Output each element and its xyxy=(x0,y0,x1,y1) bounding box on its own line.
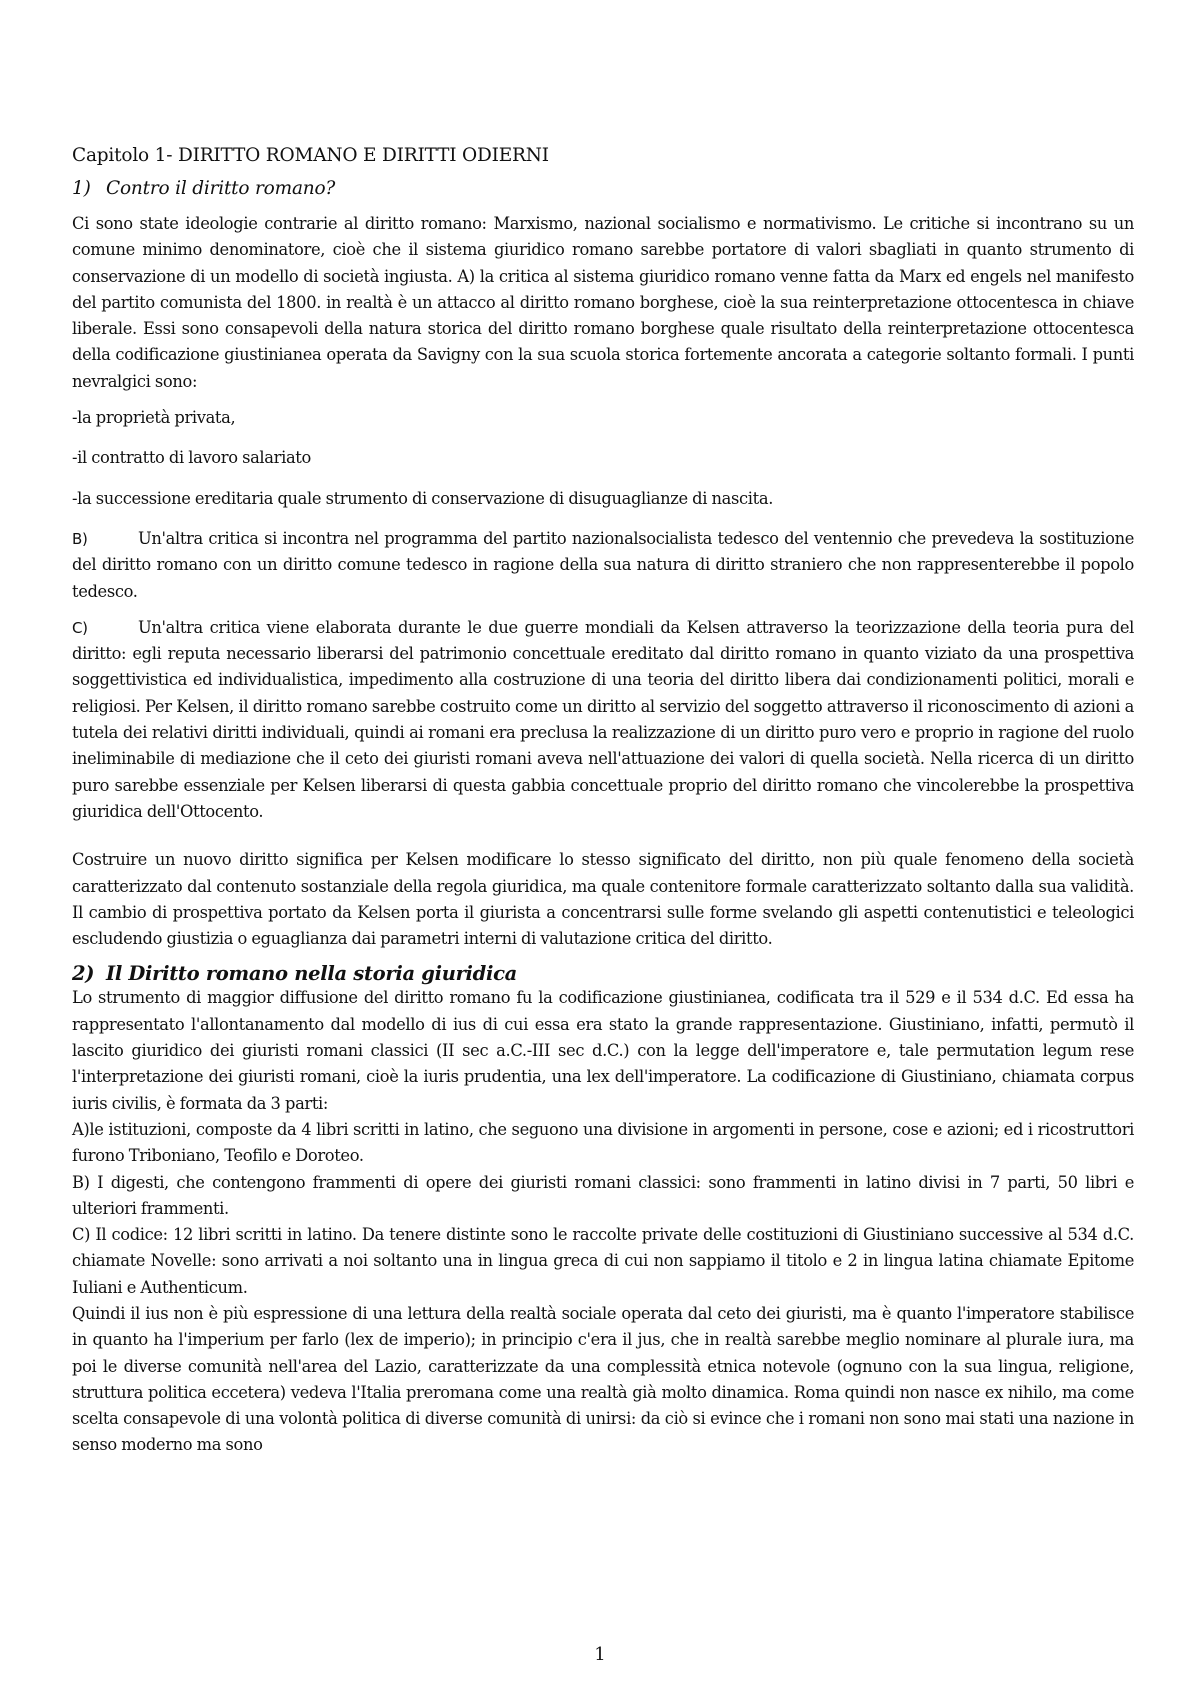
critique-c-letter: C) xyxy=(72,618,88,637)
point-item: -la proprietà privata, xyxy=(72,408,236,428)
section-2-paragraph: B) I digesti, che contengono frammenti di opere dei giuristi romani classici: sono frammenti in latino divisi in 7 parti, 50 libri e ulteriori frammenti. xyxy=(72,1172,1134,1218)
point-item: -la successione ereditaria quale strumento di conservazione di disuguaglianze di nascita. xyxy=(72,488,774,508)
section-1-number: 1) xyxy=(72,178,91,199)
section-1-title: Contro il diritto romano? xyxy=(106,178,336,199)
spacer xyxy=(72,835,1134,847)
section-1-heading xyxy=(72,178,1134,199)
section-2-paragraph: Lo strumento di maggior diffusione del diritto romano fu la codificazione giustinianea, codificata tra il 529 e il 534 d.C. Ed essa ha rappresentato l'allontanamento dal modello di ius di cui essa era stato la grande rappresentazione. Giustiniano, infatti, permutò il lascito giuridico dei giuristi romani classici (II sec a.C.-III sec d.C.) con la legge dell'imperatore e, tale permutation legum rese l'interpretazione dei giuristi romani, cioè la iuris prudentia, una lex dell'imperatore. La codificazione di Giustiniano, chiamata corpus iuris civilis, è formata da 3 parti: xyxy=(72,988,1134,1113)
section-2-heading xyxy=(72,962,1134,985)
critique-c-paragraph xyxy=(72,615,1134,825)
critique-b-paragraph xyxy=(72,526,1134,605)
section-2-paragraph: Quindi il ius non è più espressione di una lettura della realtà sociale operata dal ceto dei giuristi, ma è quanto l'imperatore stabilisce in quanto ha l'imperium per farlo (lex de imperio); in principio c'era il jus, che in realtà sarebbe meglio nominare al plurale iura, ma poi le diverse comunità nell'area del Lazio, caratterizzate da una complessità etnica notevole (ognuno con la sua lingua, religione, struttura politica eccetera) vedeva l'Italia preromana come una realtà già molto dinamica. Roma quindi non nasce ex nihilo, ma come scelta consapevole di una volontà politica di diverse comunità di unirsi: da ciò si evince che i romani non sono mai stati una nazione in senso moderno ma sono xyxy=(72,1303,1134,1455)
chapter-title: Capitolo 1- DIRITTO ROMANO E DIRITTI ODIERNI xyxy=(72,145,549,166)
point-item: -il contratto di lavoro salariato xyxy=(72,448,311,468)
page-number: 1 xyxy=(594,1644,606,1665)
section-2-paragraph: C) Il codice: 12 libri scritti in latino. Da tenere distinte sono le raccolte private delle costituzioni di Giustiniano successive al 534 d.C. chiamate Novelle: sono arrivati a noi soltanto una in lingua greca di cui non sappiamo il titolo e 2 in lingua latina chiamate Epitome Iuliani e Authenticum. xyxy=(72,1225,1134,1297)
section-2-number: 2) xyxy=(72,962,95,986)
critique-b-letter: B) xyxy=(72,529,88,548)
critique-c-text: Un'altra critica viene elaborata durante le due guerre mondiali da Kelsen attraverso la teorizzazione della teoria pura del diritto: egli reputa necessario liberarsi del patrimonio concettuale ereditato dal diritto romano in quanto viziato da una prospettiva soggettivistica ed individualistica, impedimento alla costruzione di una teoria del diritto libera dai condizionamenti politici, morali e religiosi. Per Kelsen, il diritto romano sarebbe costruito come un diritto al servizio del soggetto attraverso il riconoscimento di azioni a tutela dei relativi diritti individuali, quindi ai romani era preclusa la realizzazione di un diritto puro vero e proprio in ragione del ruolo ineliminabile di mediazione che il ceto dei giuristi romani aveva nell'attuazione dei valori di quella società. Nella ricerca di un diritto puro sarebbe essenziale per Kelsen liberarsi di questa gabbia concettuale proprio del diritto romano che vincolerebbe la prospettiva giuridica dell'Ottocento. xyxy=(72,617,1134,821)
section-2-title: Il Diritto romano nella storia giuridica xyxy=(106,962,518,986)
document-page xyxy=(72,145,1134,1459)
kelsen-conclusion: Costruire un nuovo diritto significa per Kelsen modificare lo stesso significato del diritto, non più quale fenomeno della società caratterizzato dal contenuto sostanziale della regola giuridica, ma quale contenitore formale caratterizzato soltanto dalla sua validità. Il cambio di prospettiva portato da Kelsen porta il giurista a concentrarsi sulle forme svelando gli aspetti contenutistici e teleologici escludendo giustizia o eguaglianza dai parametri interni di valutazione critica del diritto. xyxy=(72,850,1134,949)
section-1-intro: Ci sono state ideologie contrarie al diritto romano: Marxismo, nazional socialismo e normativismo. Le critiche si incontrano su un comune minimo denominatore, cioè che il sistema giuridico romano sarebbe portatore di valori sbagliati in quanto strumento di conservazione di un modello di società ingiusta. A) la critica al sistema giuridico romano venne fatta da Marx ed engels nel manifesto del partito comunista del 1800. in realtà è un attacco al diritto romano borghese, cioè la sua reinterpretazione ottocentesca in chiave liberale. Essi sono consapevoli della natura storica del diritto romano borghese quale risultato della reinterpretazione ottocentesca della codificazione giustinianea operata da Savigny con la sua scuola storica fortemente ancorata a categorie soltanto formali. I punti nevralgici sono: xyxy=(72,214,1134,391)
critique-b-text: Un'altra critica si incontra nel programma del partito nazionalsocialista tedesco del ventennio che prevedeva la sostituzione del diritto romano con un diritto comune tedesco in ragione della sua natura di diritto straniero che non rappresenterebbe il popolo tedesco. xyxy=(72,528,1134,601)
section-2-paragraph: A)le istituzioni, composte da 4 libri scritti in latino, che seguono una divisione in argomenti in persone, cose e azioni; ed i ricostruttori furono Triboniano, Teofilo e Doroteo. xyxy=(72,1119,1134,1166)
